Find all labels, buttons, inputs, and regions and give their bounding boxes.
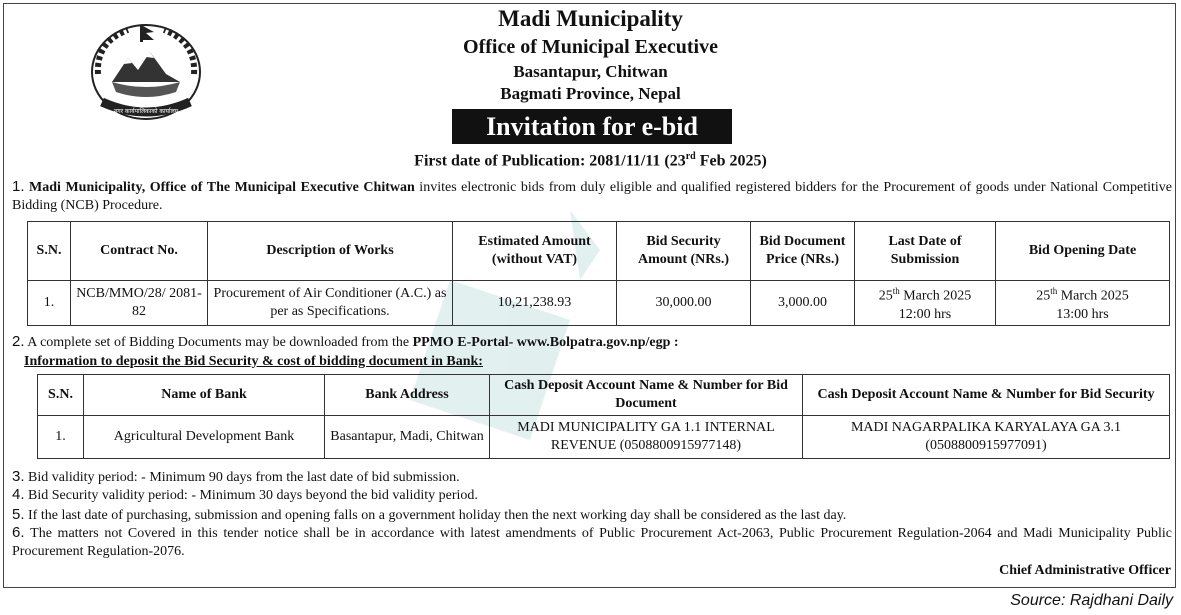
- item-6: [12, 524, 1172, 561]
- item-2-text: A complete set of Bidding Documents may be downloaded from the: [24, 335, 413, 350]
- item-2: [12, 333, 1172, 352]
- th-bank-address: Bank Address: [325, 375, 490, 416]
- td-opening-date: 25th March 2025 13:00 hrs: [996, 281, 1170, 326]
- signatory: Chief Administrative Officer: [999, 563, 1171, 578]
- th-last-date: Last Date of Submission: [855, 222, 996, 281]
- item-1-text: invites electronic bids from duly eligible and qualified registered bidders for the Procurement of goods under National Competitive Bidding (NCB) Procedure.: [12, 180, 1172, 213]
- td-sn: 1.: [28, 281, 71, 326]
- bank-table: [37, 374, 1170, 459]
- notice-banner: Invitation for e-bid: [452, 109, 732, 144]
- item-5-number: 5.: [12, 506, 25, 523]
- bank-info-subtitle: Information to deposit the Bid Security & cost of bidding document in Bank:: [24, 354, 483, 369]
- item-6-number: 6.: [12, 524, 25, 541]
- th-opening-date: Bid Opening Date: [996, 222, 1170, 281]
- th-sn: S.N.: [28, 222, 71, 281]
- item-1: [12, 178, 1172, 215]
- td-bank-name: Agricultural Development Bank: [84, 416, 325, 459]
- item-5-text: If the last date of purchasing, submission and opening falls on a government holiday then the next working day shall be considered as the last day.: [28, 508, 847, 523]
- th-security-account: Cash Deposit Account Name & Number for Bid Security: [803, 375, 1170, 416]
- bank-table-header: [38, 375, 1170, 416]
- td-bid-security: 30,000.00: [617, 281, 751, 326]
- portal-link-text: PPMO E-Portal- www.Bolpatra.gov.np/egp :: [412, 335, 679, 350]
- item-5: [12, 506, 1172, 525]
- item-4-text: Bid Security validity period: - Minimum 30 days beyond the bid validity period.: [28, 488, 478, 503]
- bank-table-row: [38, 416, 1170, 459]
- td-last-date: 25th March 2025 12:00 hrs: [855, 281, 996, 326]
- address-line-2: Bagmati Province, Nepal: [500, 84, 681, 103]
- contract-table: [27, 221, 1170, 326]
- th-description: Description of Works: [208, 222, 453, 281]
- address-line-1: Basantapur, Chitwan: [513, 62, 668, 81]
- contract-table-row: [28, 281, 1170, 326]
- td-description: Procurement of Air Conditioner (A.C.) as per as Specifications.: [208, 281, 453, 326]
- item-3: [12, 468, 1172, 487]
- item-3-number: 3.: [12, 468, 25, 485]
- th-bid-security: Bid Security Amount (NRs.): [617, 222, 751, 281]
- td-security-account: MADI NAGARPALIKA KARYALAYA GA 3.1 (0508800915977091): [803, 416, 1170, 459]
- publication-date: First date of Publication: 2081/11/11 (23rd Feb 2025): [414, 151, 767, 170]
- emblem-caption: नगर कार्यपालिकाको कार्यालय: [113, 108, 179, 115]
- td-document-price: 3,000.00: [751, 281, 855, 326]
- office-title: Office of Municipal Executive: [463, 36, 718, 58]
- item-1-number: 1.: [12, 178, 25, 195]
- source-credit: Source: Rajdhani Daily: [1010, 592, 1173, 609]
- td-contract-no: NCB/MMO/28/ 2081-82: [71, 281, 208, 326]
- th-contract-no: Contract No.: [71, 222, 208, 281]
- contract-table-header: [28, 222, 1170, 281]
- td-bank-sn: 1.: [38, 416, 84, 459]
- th-doc-account: Cash Deposit Account Name & Number for Bid Document: [490, 375, 803, 416]
- item-2-number: 2.: [12, 333, 25, 350]
- th-bank-name: Name of Bank: [84, 375, 325, 416]
- th-bank-sn: S.N.: [38, 375, 84, 416]
- item-4-number: 4.: [12, 486, 25, 503]
- th-estimated-amount: Estimated Amount (without VAT): [453, 222, 617, 281]
- td-doc-account: MADI MUNICIPALITY GA 1.1 INTERNAL REVENUE (0508800915977148): [490, 416, 803, 459]
- item-6-text: The matters not Covered in this tender notice shall be in accordance with latest amendments of Public Procurement Act-2063, Public Procurement Regulation-2064 and Madi Municipality Public Procurement Regulation-2076.: [12, 526, 1173, 559]
- item-3-text: Bid validity period: - Minimum 90 days from the last date of bid submission.: [28, 470, 460, 485]
- td-bank-address: Basantapur, Madi, Chitwan: [325, 416, 490, 459]
- th-document-price: Bid Document Price (NRs.): [751, 222, 855, 281]
- item-1-bold: Madi Municipality, Office of The Municipal Executive Chitwan: [29, 180, 415, 195]
- td-estimated-amount: 10,21,238.93: [453, 281, 617, 326]
- org-title: Madi Municipality: [498, 6, 683, 31]
- item-4: [12, 486, 1172, 505]
